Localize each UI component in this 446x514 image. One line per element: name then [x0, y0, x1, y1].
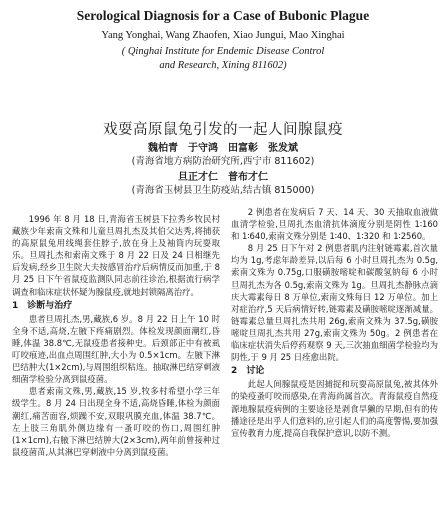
chinese-affiliation-group1: (青海省地方病防治研究所,西宁市 811602) — [131, 156, 315, 167]
section-heading-diagnosis: 1 诊断与治疗 — [12, 300, 73, 311]
section-heading-discussion: 2 讨论 — [231, 366, 265, 377]
chinese-authors-group2: 旦正才仁 普布才仁 — [178, 172, 268, 183]
paragraph-case2: 患者索南文殊,男,藏族,15 岁,牧多村希望小学三年级学生。8 月 24 日出现全身不适,高烧昏睡,体检为颜面潮红,痛苦面容,烦躁不安,双眼巩膜充血,体温 38.7℃。左上肢三角肌外侧边缘有一蚤叮咬的伤口,周围红肿(1×1cm),右腋下淋巴结肿大(2×3cm),两年前曾接种过鼠疫菌苗,从其淋巴穿刺液中分离到鼠疫菌。 — [12, 386, 220, 457]
paragraph-intro: 1996 年 8 月 18 日,青海省玉树县下拉秀乡牧民村藏族少年索南文殊和儿童旦周扎杰及其伯父达秀,将捕获的高原鼠兔用线绳套住脖子,放在身上及袖筒内玩耍取乐。旦周扎杰和索南文殊于 8 月 22 日及 24 日相继先后发病,经乡卫生院大夫按感冒治疗后病情反而加重,于 8 月 25 日下午省鼠疫监测队同志前往诊治,根据流行病学调查和临床症状怀疑为腺鼠疫,就地封锁隔离治疗。 — [12, 214, 220, 297]
english-authors: Yang Yonghai, Wang Zhaofen, Xiao Jungui, Mao Xinghai — [101, 30, 345, 41]
english-affiliation-line1: ( Qinghai Institute for Endemic Disease Control — [121, 46, 325, 57]
chinese-authors-group1: 魏柏青 于守鸿 田富彰 张发斌 — [148, 143, 298, 154]
chinese-title: 戏耍高原鼠兔引发的一起人间腺鼠疫 — [103, 122, 343, 138]
paragraph-serology: 2 例患者在发病后 7 天、14 天、30 天抽取血液做血清学检验,旦周扎杰血清抗体滴度分别是阴性 1∶160 和 1∶640,索南文殊分别是 1∶40、1∶320 和 1∶2560。 — [231, 207, 438, 242]
left-column — [12, 213, 220, 458]
right-column — [231, 206, 438, 439]
english-affiliation-line2: and Research, Xining 811602) — [159, 60, 287, 71]
paragraph-treatment: 8 月 25 日下午对 2 例患者肌内注射链霉素,首次量均为 1g,考虑年龄差异,以后每 6 小时旦周扎杰为 0.5g,索南文殊为 0.75g,口服磺胺嘧啶和碳酸氢钠每 6 小时旦周扎杰为各 0.5g,索南文殊为 1g。旦周扎杰静脉点滴庆大霉素每日 8 万单位,索南文殊每日 12 万单位。加上对症治疗,5 天后病情好转,链霉素及磺胺嘧啶逐渐减量。链霉素总量旦周扎杰共用 26g,索南文殊为 37.5g,磺胺嘧啶旦周扎杰共用 27g,索南文殊为 50g。2 例患者在临床症状消失后停药观察 9 天,三次抽血细菌学检验均为阴性,于 9 月 25 日痊愈出院。 — [231, 243, 438, 363]
paragraph-discussion: 此起人间腺鼠疫是因捕捉和玩耍高原鼠兔,被其体外的染疫蚤叮咬而感染,在青海尚属首次。青海鼠疫自然疫源地腺鼠疫病例的主要途径是剥食旱獭的早期,但有的传播途径是出乎人们意料的,应引起人们的高度警惕,要加强宣传教育力度,提高自我保护意识,以防不测。 — [231, 379, 438, 438]
paragraph-case1: 患者旦周扎杰,男,藏族,6 岁。8 月 22 日上午 10 时全身不适,高烧,左腋下疼痛剧烈。体检发现颜面潮红,昏睡,体温 38.8℃,无鼠疫患者接种史。后颈部正中有被虱叮咬痕迹,出血点周围红肿,大小为 0.5×1cm。左腋下淋巴结肿大(1×2cm),与周围组织粘连。抽取淋巴结穿刺液细菌学检验分离到鼠疫菌。 — [12, 313, 220, 385]
english-title: Serological Diagnosis for a Case of Bubonic Plague — [76, 8, 370, 23]
chinese-affiliation-group2: (青海省玉树县卫生防疫站,结古镇 815000) — [131, 185, 315, 196]
